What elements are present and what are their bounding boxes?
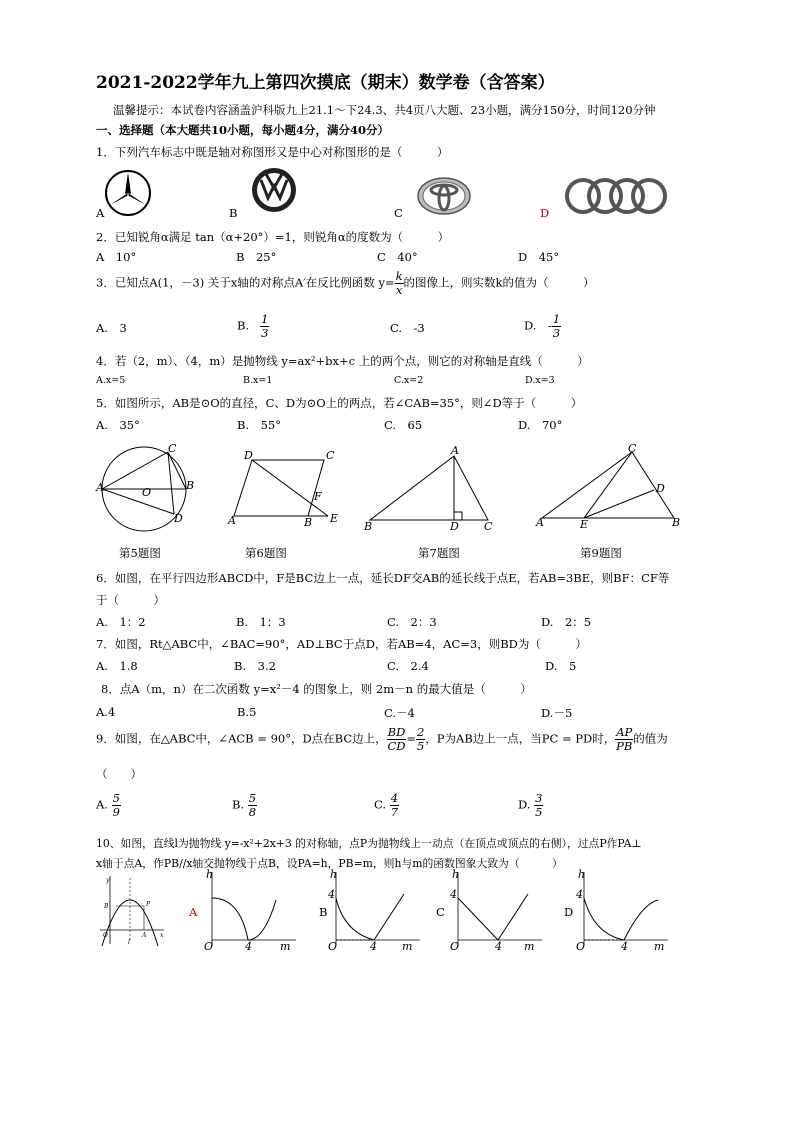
q4-option-c[interactable]: C.x=2 bbox=[394, 375, 424, 386]
q1-option-d[interactable]: D bbox=[540, 206, 550, 220]
q7-option-d[interactable]: D. 5 bbox=[545, 659, 577, 673]
q7-stem: 7．如图，Rt△ABC中，∠BAC=90°，AD⊥BC于点D，若AB=4，AC=3，则BD为（ ） bbox=[96, 637, 587, 651]
q4-option-d[interactable]: D.x=3 bbox=[525, 375, 555, 386]
q8-option-c[interactable]: C.－4 bbox=[384, 706, 415, 720]
caption-fig5: 第5题图 bbox=[119, 546, 161, 560]
q9-option-a-label: A. bbox=[96, 797, 108, 812]
axis-label-m: m bbox=[402, 940, 413, 953]
axis-label-o: O bbox=[328, 940, 338, 953]
q9-f1-num: BD bbox=[387, 725, 406, 739]
q10-graph-b bbox=[326, 870, 422, 952]
q10-stem-cont: x轴于点A，作PB//x轴交抛物线于点B，设PA=h，PB=m，则h与m的函数图象大致为（ ） bbox=[96, 857, 563, 870]
page-title: 2021-2022学年九上第四次摸底（期末）数学卷（含答案） bbox=[96, 73, 555, 93]
q9-a-num: 5 bbox=[112, 791, 120, 805]
axis-label-m: m bbox=[524, 940, 535, 953]
q3-option-a[interactable]: A. 3 bbox=[96, 321, 127, 335]
q3-option-d-label: D. - bbox=[524, 318, 552, 333]
q2-option-c[interactable]: C 40° bbox=[377, 250, 418, 264]
tick-label-4-y: 4 bbox=[328, 888, 335, 901]
svg-text:P: P bbox=[146, 901, 151, 908]
q9-f1-den: CD bbox=[387, 739, 406, 753]
q2-option-b[interactable]: B 25° bbox=[236, 250, 277, 264]
figure-5-circle bbox=[96, 444, 196, 534]
q1-option-b[interactable]: B bbox=[229, 206, 238, 220]
q6-stem-cont: 于（ ） bbox=[96, 593, 165, 607]
q10-option-b[interactable]: B bbox=[319, 905, 328, 919]
axis-label-m: m bbox=[280, 940, 291, 953]
q6-option-d[interactable]: D. 2：5 bbox=[541, 615, 592, 629]
q3-option-b[interactable] bbox=[237, 313, 269, 340]
svg-text:B: B bbox=[104, 903, 109, 910]
q2-stem: 2．已知锐角α满足 tan（α+20°）=1，则锐角α的度数为（ ） bbox=[96, 230, 450, 244]
q9-option-d-label: D. bbox=[518, 797, 531, 812]
tick-label-4-y: 4 bbox=[450, 888, 457, 901]
q9-b-den: 8 bbox=[248, 805, 257, 819]
exam-tip: 温馨提示：本试卷内容涵盖沪科版九上21.1～下24.3、共4页八大题、23小题，满分150分，时间120分钟 bbox=[113, 103, 656, 117]
q1-option-c[interactable]: C bbox=[394, 206, 403, 220]
axis-label-h: h bbox=[330, 868, 338, 881]
figure-7-triangle bbox=[364, 444, 499, 533]
q4-stem: 4．若（2，m）、（4，m）是抛物线 y=ax²+bx+c 上的两个点，则它的对称轴是直线（ ） bbox=[96, 354, 589, 368]
tick-label-4: 4 bbox=[370, 940, 377, 953]
svg-text:B: B bbox=[364, 520, 373, 533]
q10-option-c[interactable]: C bbox=[436, 905, 445, 919]
q9-option-c-label: C. bbox=[374, 797, 387, 812]
q9-stem-post: 的值为 bbox=[633, 731, 668, 746]
q5-option-d[interactable]: D. 70° bbox=[518, 418, 563, 432]
q10-parabola-figure bbox=[96, 874, 166, 946]
svg-text:D: D bbox=[656, 482, 665, 495]
q3-option-c[interactable]: C. -3 bbox=[390, 321, 425, 335]
figure-6-parallelogram bbox=[228, 449, 343, 530]
svg-text:B: B bbox=[672, 516, 681, 529]
volkswagen-logo bbox=[250, 166, 298, 214]
q9-option-d[interactable] bbox=[518, 792, 543, 819]
q3-stem-pre: 3．已知点A(1，－3) 关于x轴的对称点A′在反比例函数 y= bbox=[96, 275, 395, 290]
q5-option-b[interactable]: B. 55° bbox=[237, 418, 281, 432]
svg-text:D: D bbox=[174, 512, 183, 525]
svg-text:y: y bbox=[106, 877, 110, 884]
q10-option-d[interactable]: D bbox=[564, 905, 574, 919]
q3-fraction-den: x bbox=[395, 283, 403, 297]
svg-text:l: l bbox=[128, 939, 130, 946]
q8-option-b[interactable]: B.5 bbox=[237, 705, 257, 719]
q9-option-a[interactable] bbox=[96, 792, 121, 819]
q9-paren: （ ） bbox=[96, 767, 142, 781]
svg-text:C: C bbox=[168, 442, 177, 455]
q9-stem bbox=[96, 726, 668, 753]
svg-text:C: C bbox=[628, 442, 637, 455]
q4-option-b[interactable]: B.x=1 bbox=[243, 375, 273, 386]
q9-option-b-label: B. bbox=[232, 797, 245, 812]
axis-label-h: h bbox=[452, 868, 460, 881]
q5-option-c[interactable]: C. 65 bbox=[384, 418, 423, 432]
q1-option-a[interactable]: A bbox=[96, 206, 105, 220]
q6-option-c[interactable]: C. 2：3 bbox=[387, 615, 437, 629]
svg-text:A: A bbox=[96, 481, 104, 494]
q9-stem-mid: ，P为AB边上一点，当PC = PD时， bbox=[425, 731, 616, 746]
q9-f3-num: AP bbox=[616, 725, 633, 739]
q9-b-num: 5 bbox=[248, 791, 257, 805]
axis-label-o: O bbox=[576, 940, 586, 953]
q3-b-den: 3 bbox=[261, 326, 269, 340]
q10-graph-a bbox=[202, 870, 298, 952]
svg-text:B: B bbox=[304, 516, 313, 529]
axis-label-o: O bbox=[204, 940, 214, 953]
q8-stem: 8．点A（m，n）在二次函数 y=x²－4 的图象上，则 2m－n 的最大值是（ ） bbox=[101, 682, 532, 696]
tick-label-4-y: 4 bbox=[576, 888, 583, 901]
q9-a-den: 9 bbox=[112, 805, 120, 819]
svg-text:B: B bbox=[186, 479, 195, 492]
axis-label-o: O bbox=[450, 940, 460, 953]
q3-stem-post: 的图像上，则实数k的值为（ ） bbox=[403, 275, 595, 290]
q9-d-den: 5 bbox=[535, 805, 543, 819]
q4-option-a[interactable]: A.x=5 bbox=[96, 375, 126, 386]
svg-text:C: C bbox=[484, 520, 493, 533]
axis-label-h: h bbox=[206, 868, 214, 881]
q7-option-c[interactable]: C. 2.4 bbox=[387, 659, 429, 673]
q9-stem-pre: 9．如图，在△ABC中，∠ACB = 90°，D点在BC边上， bbox=[96, 731, 387, 746]
q9-d-num: 3 bbox=[535, 791, 543, 805]
q3-b-num: 1 bbox=[261, 312, 269, 326]
q9-c-num: 4 bbox=[390, 791, 399, 805]
figure-9-triangle bbox=[536, 442, 686, 532]
q7-option-a[interactable]: A. 1.8 bbox=[96, 659, 138, 673]
q9-option-c[interactable] bbox=[374, 792, 399, 819]
q3-fraction-num: k bbox=[395, 269, 403, 283]
q9-f3-den: PB bbox=[616, 739, 633, 753]
caption-fig7: 第7题图 bbox=[418, 546, 460, 560]
q2-option-a[interactable]: A 10° bbox=[96, 250, 137, 264]
svg-text:A: A bbox=[451, 444, 459, 457]
axis-label-m: m bbox=[654, 940, 665, 953]
q3-option-d[interactable] bbox=[524, 313, 561, 340]
mercedes-logo bbox=[103, 168, 153, 218]
q7-option-b[interactable]: B. 3.2 bbox=[234, 659, 276, 673]
svg-text:x: x bbox=[160, 932, 164, 939]
tick-label-4: 4 bbox=[495, 940, 502, 953]
svg-text:D: D bbox=[244, 449, 253, 462]
toyota-logo bbox=[416, 176, 472, 216]
q1-stem: 1．下列汽车标志中既是轴对称图形又是中心对称图形的是（ ） bbox=[96, 145, 449, 159]
q5-stem: 5．如图所示，AB是⊙O的直径，C、D为⊙O上的两点，若∠CAB=35°，则∠D等于（ ） bbox=[96, 396, 583, 410]
q6-option-a[interactable]: A. 1：2 bbox=[96, 615, 146, 629]
q9-c-den: 7 bbox=[390, 805, 399, 819]
svg-text:E: E bbox=[580, 518, 589, 531]
q3-option-b-label: B. bbox=[237, 318, 250, 333]
svg-text:D: D bbox=[450, 520, 459, 533]
q2-option-d[interactable]: D 45° bbox=[518, 250, 560, 264]
tick-label-4: 4 bbox=[245, 940, 252, 953]
tick-label-4: 4 bbox=[621, 940, 628, 953]
svg-text:A: A bbox=[536, 516, 544, 529]
audi-logo bbox=[563, 174, 669, 218]
svg-text:E: E bbox=[330, 512, 339, 525]
q5-option-a[interactable]: A. 35° bbox=[96, 418, 140, 432]
q10-graph-c bbox=[448, 870, 544, 952]
q8-option-a[interactable]: A.4 bbox=[96, 705, 116, 719]
svg-text:F: F bbox=[314, 490, 322, 503]
svg-text:O: O bbox=[142, 486, 152, 499]
caption-fig6: 第6题图 bbox=[245, 546, 287, 560]
q3-stem bbox=[96, 270, 595, 297]
q8-option-d[interactable]: D.－5 bbox=[541, 706, 573, 720]
svg-text:O: O bbox=[103, 932, 108, 939]
q10-graph-d bbox=[574, 870, 670, 952]
caption-fig9: 第9题图 bbox=[580, 546, 622, 560]
q10-option-a[interactable]: A bbox=[189, 905, 198, 919]
section-heading: 一、选择题（本大题共10小题，每小题4分，满分40分） bbox=[96, 123, 390, 137]
svg-text:A: A bbox=[228, 514, 236, 527]
svg-text:C: C bbox=[326, 449, 335, 462]
q9-f2-num: 2 bbox=[416, 725, 425, 739]
q3-d-den: 3 bbox=[552, 326, 561, 340]
axis-label-h: h bbox=[578, 868, 586, 881]
q9-option-b[interactable] bbox=[232, 792, 257, 819]
q6-stem: 6．如图，在平行四边形ABCD中，F是BC边上一点，延长DF交AB的延长线于点E，若AB=3BE，则BF：CF等 bbox=[96, 571, 670, 585]
q9-equals: = bbox=[406, 731, 416, 746]
q6-option-b[interactable]: B. 1：3 bbox=[236, 615, 286, 629]
q3-d-num: 1 bbox=[552, 312, 561, 326]
q10-stem: 10、如图，直线l为抛物线 y=-x²+2x+3 的对称轴，点P为抛物线上一动点（在顶点或顶点的右侧），过点P作PA⊥ bbox=[96, 837, 642, 850]
q9-f2-den: 5 bbox=[416, 739, 425, 753]
svg-text:A: A bbox=[142, 932, 147, 939]
q3-fraction bbox=[395, 270, 404, 297]
